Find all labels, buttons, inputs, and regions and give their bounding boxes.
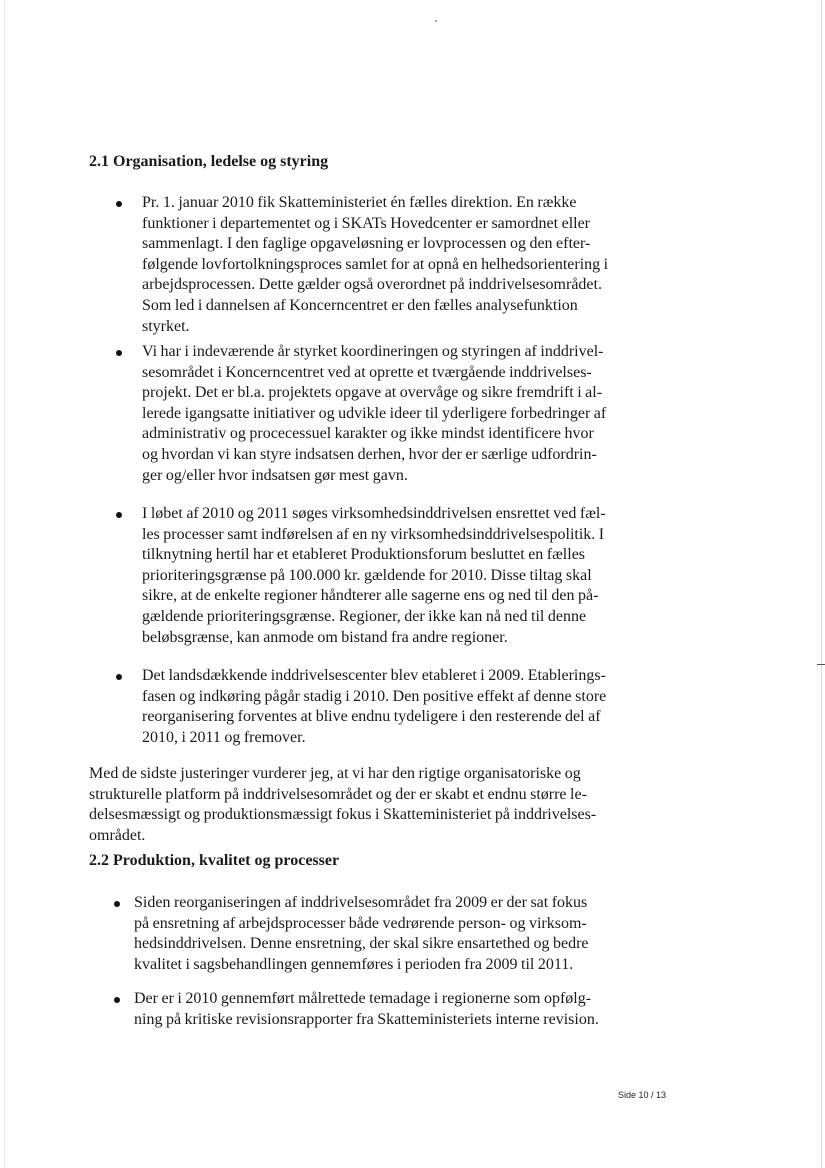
text-line: styrket. (142, 317, 190, 335)
text-line: administrativ og procecessuel karakter og ikke mindst identificere hvor (142, 425, 594, 443)
scan-edge (821, 0, 822, 1168)
bullet-paragraph (134, 989, 599, 1030)
text-line: gældende prioriteringsgrænse. Regioner, der ikke kan nå ned til denne (142, 607, 587, 625)
page-number: Side 10 / 13 (618, 1090, 667, 1100)
text-line: og hvordan vi kan styre indsatsen derhen, hvor der er særlige udfordrin- (142, 445, 597, 463)
bullet-marker (116, 674, 122, 680)
bullet-marker (116, 512, 122, 518)
text-line: kvalitet i sagsbehandlingen gennemføres i perioden fra 2009 til 2011. (134, 955, 574, 973)
section-heading: 2.1 Organisation, ledelse og styring (89, 153, 329, 170)
bullet-paragraph (142, 193, 608, 337)
text-line: ger og/eller hvor indsatsen gør mest gavn. (142, 466, 408, 484)
text-line: reorganisering forventes at blive endnu tydeligere i den resterende del af (142, 708, 601, 726)
text-line: 2010, i 2011 og fremover. (142, 728, 306, 746)
text-line: delsesmæssigt og produktionsmæssigt fokus i Skatteministeriet på inddrivelses- (89, 806, 597, 824)
scan-edge (4, 0, 5, 1168)
closing-paragraph (89, 764, 596, 846)
text-line: Vi har i indeværende år styrket koordineringen og styringen af inddrivel- (142, 343, 604, 360)
text-line: Som led i dannelsen af Koncerncentret er den fælles analysefunktion (142, 296, 578, 314)
text-line: les processer samt indførelsen af en ny virksomhedsinddrivelsespolitik. I (142, 525, 605, 543)
text-line: arbejdsprocessen. Dette gælder også overordnet på inddrivelsesområdet. (142, 276, 602, 294)
text-line: ning på kritiske revisionsrapporter fra Skatteministeriets interne revision. (134, 1010, 599, 1028)
bullet-marker (116, 350, 122, 356)
text-line: prioriteringsgrænse på 100.000 kr. gældende for 2010. Disse tiltag skal (142, 566, 592, 584)
bullet-marker (114, 901, 120, 907)
text-line: på ensretning af arbejdsprocesser både vedrørende person- og virksom- (134, 914, 587, 932)
scan-mark (817, 664, 825, 665)
text-line: I løbet af 2010 og 2011 søges virksomhedsinddrivelsen ensrettet ved fæl- (142, 505, 606, 522)
text-line: Siden reorganiseringen af inddrivelsesområdet fra 2009 er der sat fokus (134, 894, 588, 911)
section-heading: 2.2 Produktion, kvalitet og processer (89, 852, 340, 869)
text-line: Med de sidste justeringer vurderer jeg, at vi har den rigtige organisatoriske og (89, 765, 581, 782)
bullet-paragraph (134, 893, 589, 975)
bullet-paragraph (142, 504, 606, 648)
text-line: følgende lovfortolkningsproces samlet for at opnå en helhedsorientering i (142, 255, 609, 273)
bullet-paragraph (142, 666, 606, 748)
text-line: hedsinddrivelsen. Denne ensretning, der skal sikre ensartethed og bedre (134, 935, 589, 953)
text-line: funktioner i departementet og i SKATs Hovedcenter er samordnet eller (142, 214, 591, 232)
text-line: lerede igangsatte initiativer og udvikle ideer til yderligere forbedringer af (142, 404, 607, 422)
text-line: området. (89, 826, 146, 844)
text-line: projekt. Det er bl.a. projektets opgave at overvåge og sikre fremdrift i al- (142, 384, 603, 402)
bullet-marker (116, 201, 122, 207)
bullet-marker (114, 997, 120, 1003)
text-line: Pr. 1. januar 2010 fik Skatteministeriet én fælles direktion. En række (142, 194, 577, 211)
bullet-paragraph (142, 342, 606, 486)
text-line: strukturelle platform på inddrivelsesområdet og der er skabt et endnu større le- (89, 785, 587, 803)
scan-speck (435, 20, 437, 22)
text-line: sikre, at de enkelte regioner håndterer alle sagerne ens og ned til den på- (142, 587, 599, 605)
text-line: sesområdet i Koncerncentret ved at oprette et tværgående inddrivelses- (142, 363, 592, 381)
text-line: Det landsdækkende inddrivelsescenter blev etableret i 2009. Etablerings- (142, 667, 606, 684)
text-line: fasen og indkøring pågår stadig i 2010. Den positive effekt af denne store (142, 687, 607, 705)
text-line: sammenlagt. I den faglige opgaveløsning er lovprocessen og den efter- (142, 235, 591, 253)
text-line: tilknytning hertil har et etableret Produktionsforum besluttet en fælles (142, 546, 586, 564)
text-line: Der er i 2010 gennemført målrettede temadage i regionerne som opfølg- (134, 990, 592, 1007)
text-line: beløbsgrænse, kan anmode om bistand fra andre regioner. (142, 628, 508, 646)
